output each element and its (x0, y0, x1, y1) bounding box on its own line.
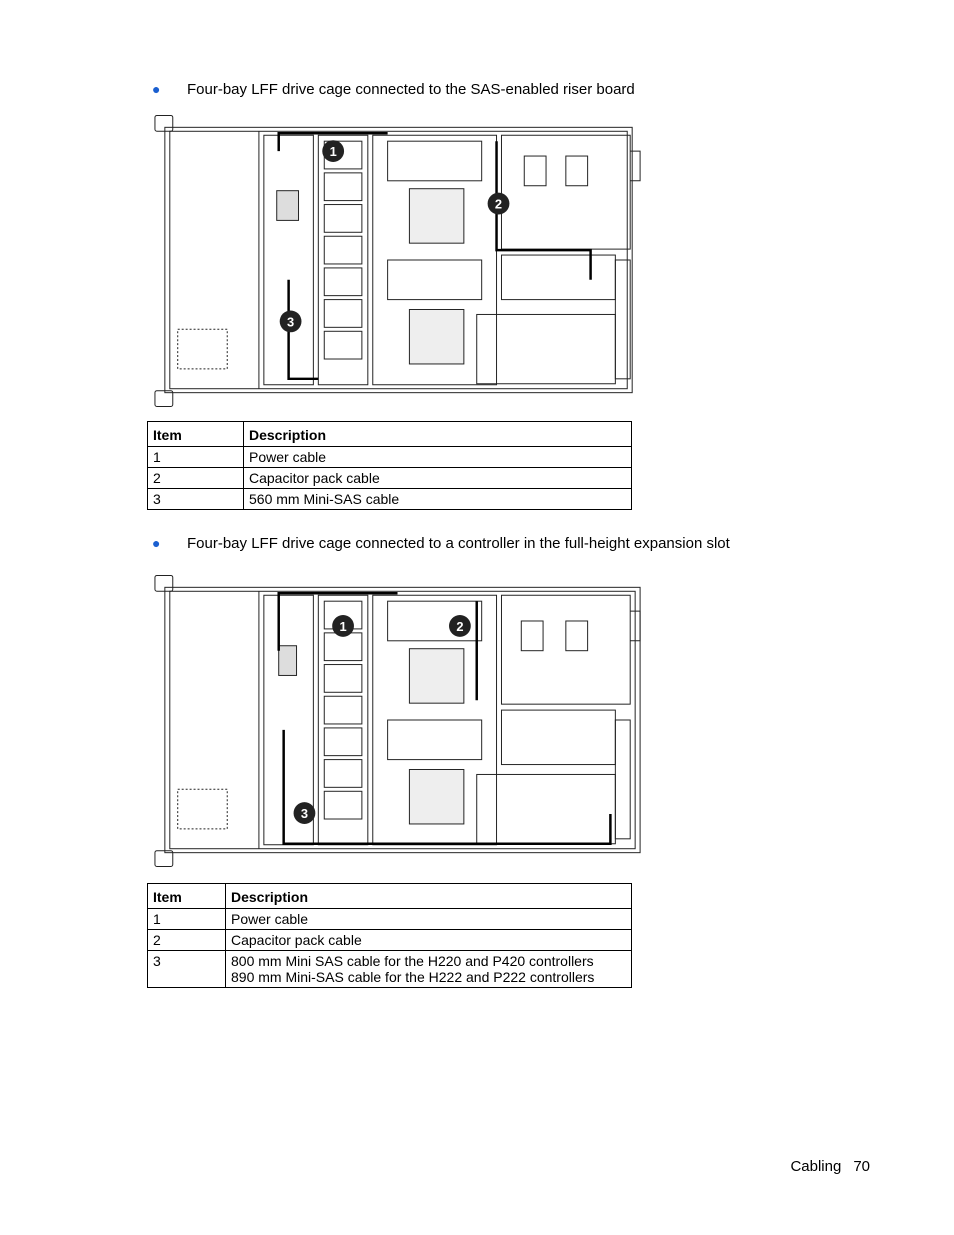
items-table-1 (147, 421, 632, 510)
table-header-row (148, 884, 632, 909)
server-diagram-expansion (150, 570, 650, 870)
cell-description: 560 mm Mini-SAS cable (244, 489, 632, 510)
callout-2 (449, 615, 471, 637)
callout-2 (488, 193, 510, 215)
cell-item: 2 (148, 468, 244, 489)
table-row (148, 930, 632, 951)
table-row (148, 909, 632, 930)
bullet-item (152, 534, 730, 553)
page-number: 70 (853, 1158, 870, 1175)
cell-item: 3 (148, 951, 226, 988)
cell-description: Power cable (244, 447, 632, 468)
bullet-text: Four-bay LFF drive cage connected to a controller in the full-height expansion slot (187, 535, 730, 552)
table-row (148, 489, 632, 510)
bullet-text: Four-bay LFF drive cage connected to the SAS-enabled riser board (187, 81, 635, 98)
server-diagram-riser (150, 110, 650, 410)
cell-description: Power cable (226, 909, 632, 930)
cell-description: Capacitor pack cable (244, 468, 632, 489)
svg-text:1: 1 (339, 618, 347, 634)
svg-text:1: 1 (329, 144, 337, 160)
svg-text:2: 2 (456, 618, 464, 634)
footer-section: Cabling (790, 1158, 842, 1175)
bullet-icon: ● (152, 535, 161, 551)
header-description: Description (244, 422, 632, 447)
svg-text:3: 3 (287, 314, 295, 330)
table-row (148, 951, 632, 988)
header-item: Item (148, 884, 226, 909)
header-item: Item (148, 422, 244, 447)
table-row (148, 468, 632, 489)
bullet-item (152, 80, 635, 99)
callout-3 (280, 310, 302, 332)
cell-item: 2 (148, 930, 226, 951)
page-footer (790, 1158, 870, 1175)
callout-1 (322, 140, 344, 162)
cell-item: 3 (148, 489, 244, 510)
table-header-row (148, 422, 632, 447)
table-row (148, 447, 632, 468)
callout-3 (294, 802, 316, 824)
cell-item: 1 (148, 909, 226, 930)
description-line: 800 mm Mini SAS cable for the H220 and P420 controllers (231, 953, 594, 969)
header-description: Description (226, 884, 632, 909)
items-table-2 (147, 883, 632, 988)
bullet-icon: ● (152, 81, 161, 97)
cell-description: Capacitor pack cable (226, 930, 632, 951)
description-line: 890 mm Mini-SAS cable for the H222 and P222 controllers (231, 969, 595, 985)
cell-description (226, 951, 632, 988)
svg-text:2: 2 (494, 196, 503, 212)
cell-item: 1 (148, 447, 244, 468)
callout-1 (332, 615, 354, 637)
svg-text:3: 3 (300, 806, 309, 822)
